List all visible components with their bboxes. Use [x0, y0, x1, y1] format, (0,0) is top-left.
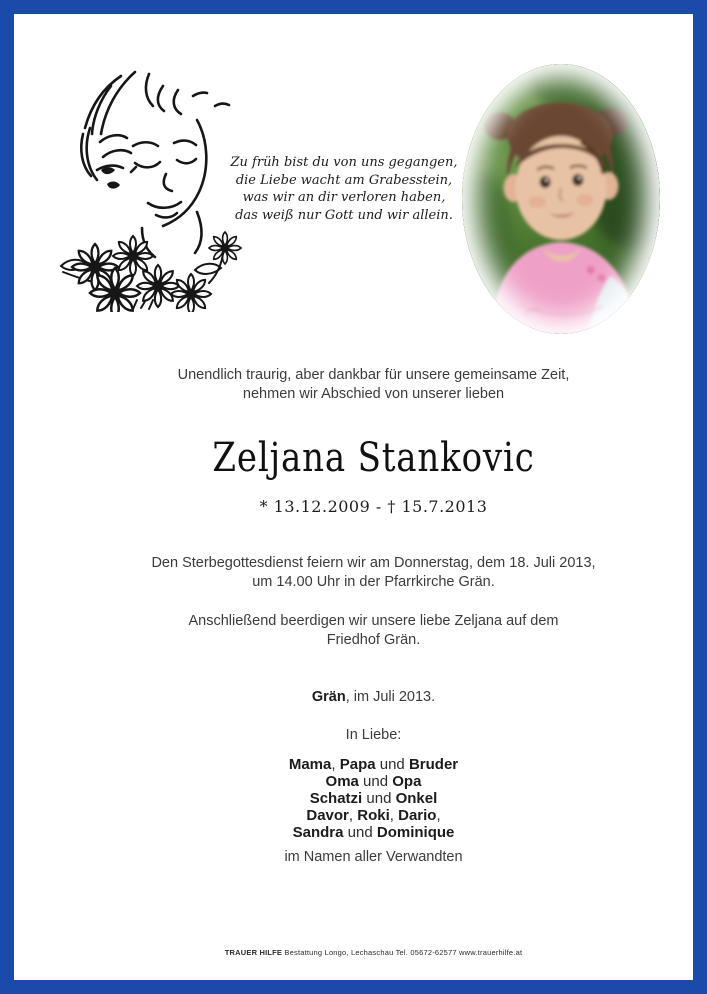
- poem-line: Zu früh bist du von uns gegangen,: [230, 155, 458, 170]
- service-info: [34, 554, 707, 592]
- funeral-home-brand: TRAUER HILFE: [224, 948, 283, 957]
- child-flowers-sketch-illustration: [45, 62, 260, 312]
- poem-line: was wir an dir verloren haben,: [242, 190, 446, 205]
- in-liebe-label: In Liebe:: [345, 727, 402, 743]
- intro-line: nehmen wir Abschied von unserer lieben: [242, 386, 505, 402]
- family-line: Davor, Roki, Dario,: [306, 807, 441, 824]
- place-name: Grän: [311, 689, 346, 705]
- footer-imprint: [34, 948, 707, 958]
- dateline-rest: , im Juli 2013.: [345, 689, 436, 705]
- burial-info: [34, 612, 707, 650]
- family-line: Mama, Papa und Bruder: [288, 756, 459, 773]
- closing-line: im Namen aller Verwandten: [284, 849, 463, 865]
- intro-line: Unendlich traurig, aber dankbar für unsere gemeinsame Zeit,: [177, 367, 570, 383]
- intro-text: [34, 366, 707, 404]
- footer-details: Bestattung Longo, Lechaschau Tel. 05672-62577 www.trauerhilfe.at: [282, 948, 523, 957]
- poem-line: das weiß nur Gott und wir allein.: [235, 207, 453, 223]
- burial-line: Friedhof Grän.: [326, 632, 421, 648]
- service-line: um 14.00 Uhr in der Pfarrkirche Grän.: [252, 574, 495, 590]
- family-line: Schatzi und Onkel: [309, 790, 438, 807]
- place-dateline: [34, 688, 707, 707]
- family-line: Oma und Opa: [325, 773, 422, 790]
- family-line: Sandra und Dominique: [292, 824, 455, 841]
- deceased-name: Zeljana Stankovic: [212, 435, 535, 481]
- service-line: Den Sterbegottesdienst feiern wir am Donnerstag, dem 18. Juli 2013,: [151, 555, 596, 571]
- poem-line: die Liebe wacht am Grabesstein,: [235, 172, 453, 188]
- burial-line: Anschließend beerdigen wir unsere liebe Zeljana auf dem: [188, 613, 559, 629]
- memorial-poem: [229, 154, 459, 224]
- family-list: [34, 756, 707, 841]
- life-dates: * 13.12.2009 - † 15.7.2013: [259, 497, 488, 516]
- portrait-photo: [462, 64, 660, 334]
